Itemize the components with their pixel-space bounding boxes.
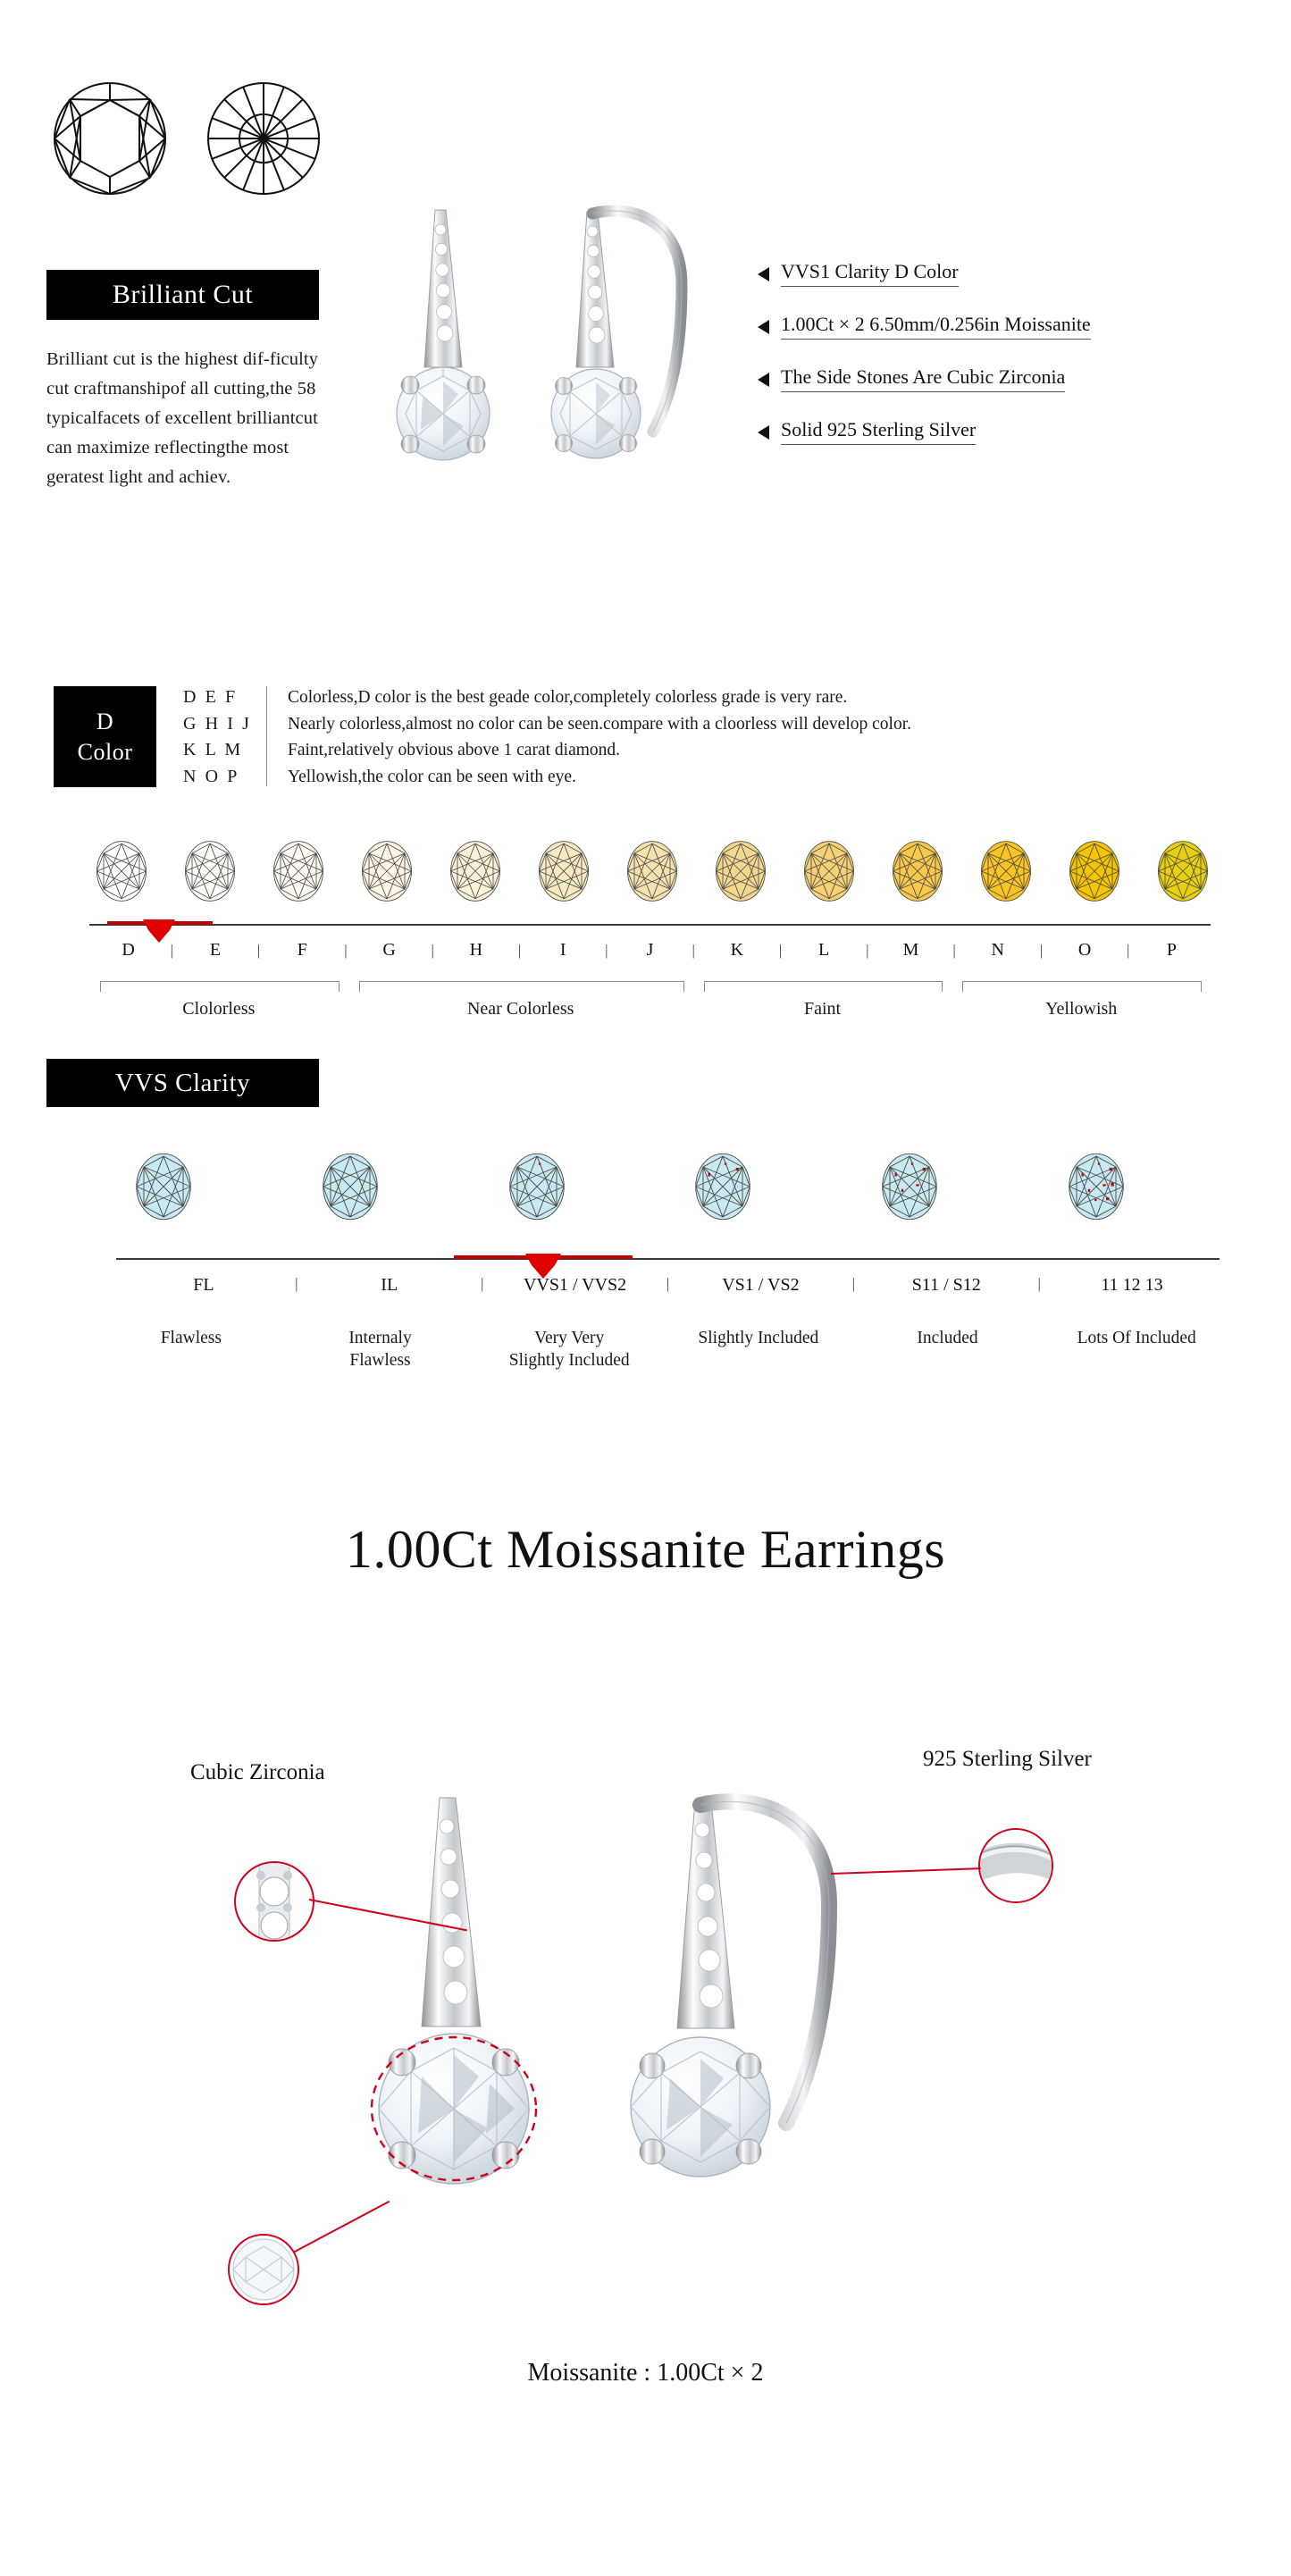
color-scale-labels <box>89 940 1211 961</box>
clarity-scale-axis <box>116 1258 1220 1260</box>
callout-magnifier-sterling-silver <box>978 1828 1053 1903</box>
clarity-description: Slightly Included <box>698 1329 819 1347</box>
brilliant-cut-diagrams <box>49 76 326 201</box>
spec-item <box>758 417 1240 445</box>
product-detail-image <box>340 1787 911 2323</box>
color-scale-label: J <box>646 940 654 960</box>
color-grade-descriptions <box>288 684 1217 790</box>
clarity-scale-label: IL <box>381 1275 398 1295</box>
color-group-label: Clolorless <box>182 999 256 1019</box>
clarity-description: Flawless <box>160 1329 222 1347</box>
clarity-title-bar <box>46 1059 319 1107</box>
callout-magnifier-moissanite <box>228 2234 299 2305</box>
spec-item <box>758 365 1240 392</box>
clarity-gem-4 <box>880 1151 939 1227</box>
callout-label-cubic-zirconia: Cubic Zirconia <box>190 1760 325 1784</box>
clarity-scale-gems <box>134 1153 1126 1224</box>
color-gem-K <box>714 839 767 908</box>
clarity-label-separator: | <box>1037 1275 1041 1292</box>
color-scale-label: K <box>730 940 744 960</box>
clarity-label-separator: | <box>666 1275 670 1292</box>
spec-item <box>758 312 1240 340</box>
color-label-separator: | <box>866 941 869 959</box>
spec-label: VVS1 Clarity D Color <box>781 259 959 287</box>
clarity-description: Very Very Slightly Included <box>508 1329 630 1370</box>
spec-label: Solid 925 Sterling Silver <box>781 417 976 445</box>
clarity-label-separator: | <box>480 1275 484 1292</box>
color-grade-group: D E F <box>183 687 238 707</box>
round-brilliant-pavilion-facets <box>208 83 319 194</box>
earring-front-detail <box>372 1798 536 2184</box>
color-scale-groups <box>89 981 1211 1036</box>
triangle-bullet-icon <box>758 425 769 440</box>
round-brilliant-crown-facets <box>54 83 165 194</box>
color-label-separator: | <box>170 941 174 959</box>
clarity-scale-label: VS1 / VS2 <box>722 1275 800 1295</box>
color-grade-groups <box>183 684 264 790</box>
color-scale-label: D <box>122 940 135 960</box>
color-gem-N <box>979 839 1033 908</box>
clarity-gem-3 <box>693 1151 752 1227</box>
clarity-label-separator: | <box>295 1275 298 1292</box>
color-gem-M <box>891 839 944 908</box>
color-label-separator: | <box>692 941 695 959</box>
hero-earrings-image <box>353 192 737 496</box>
color-label-separator: | <box>1127 941 1130 959</box>
brilliant-cut-description: Brilliant cut is the highest dif-ficulty cut craftmanshipof all cutting,the 58 typicalfacets of excellent brilliantcut can maximize reflectingthe most geratest light and achiev. <box>46 349 319 487</box>
color-scale-label: F <box>297 940 307 960</box>
color-label-separator: | <box>517 941 522 959</box>
color-scale-label: P <box>1166 940 1177 960</box>
clarity-label-separator: | <box>851 1275 856 1292</box>
clarity-scale-label: 11 12 13 <box>1101 1275 1163 1295</box>
brilliant-cut-title: Brilliant Cut <box>112 280 254 309</box>
earring-front-view <box>397 210 490 460</box>
color-scale-label: G <box>382 940 396 960</box>
spec-list <box>758 259 1240 470</box>
color-gem-E <box>183 839 237 908</box>
color-gem-J <box>625 839 679 908</box>
color-scale-label: M <box>902 940 919 960</box>
d-color-badge <box>54 686 156 787</box>
brilliant-cut-title-bar <box>46 270 319 320</box>
color-gem-I <box>537 839 591 908</box>
spec-item <box>758 259 1240 287</box>
color-grade-group: N O P <box>183 766 240 786</box>
color-grade-group: K L M <box>183 740 243 759</box>
spec-label: The Side Stones Are Cubic Zirconia <box>781 365 1065 392</box>
color-scale-label: I <box>559 940 566 960</box>
color-gem-H <box>448 839 502 908</box>
d-color-badge-line2: Color <box>77 738 133 765</box>
callout-label-sterling-silver: 925 Sterling Silver <box>923 1747 1092 1771</box>
color-group-bracket <box>359 981 684 992</box>
clarity-scale-labels <box>116 1275 1220 1296</box>
color-scale-label: L <box>818 940 830 960</box>
color-scale-label: N <box>991 940 1004 960</box>
product-caption: Moissanite : 1.00Ct × 2 <box>527 2359 764 2387</box>
clarity-description: Internaly Flawless <box>348 1329 412 1370</box>
triangle-bullet-icon <box>758 267 769 281</box>
color-grade-description: Colorless,D color is the best geade color,completely colorless grade is very rare. <box>288 688 848 707</box>
color-gem-O <box>1068 839 1121 908</box>
color-scale-label: H <box>469 940 483 960</box>
color-label-separator: | <box>431 941 434 959</box>
earring-side-view <box>551 211 682 458</box>
color-group-label: Faint <box>804 999 842 1019</box>
clarity-scale-descriptions <box>96 1327 1231 1372</box>
color-scale-axis <box>89 924 1211 926</box>
spec-label: 1.00Ct × 2 6.50mm/0.256in Moissanite <box>781 312 1091 340</box>
clarity-gem-2 <box>507 1151 566 1227</box>
clarity-scale-label: FL <box>193 1275 214 1295</box>
color-grade-group: G H I J <box>183 713 252 734</box>
clarity-gem-1 <box>321 1151 380 1227</box>
color-group-label: Yellowish <box>1045 999 1118 1019</box>
clarity-title: VVS Clarity <box>114 1068 251 1097</box>
clarity-gem-5 <box>1067 1151 1126 1227</box>
callout-magnifier-cubic-zirconia <box>234 1861 314 1942</box>
color-label-separator: | <box>778 941 783 959</box>
color-scale-label: O <box>1077 940 1092 960</box>
color-grade-description: Faint,relatively obvious above 1 carat diamond. <box>288 741 621 759</box>
color-label-separator: | <box>1039 941 1044 959</box>
color-gem-P <box>1156 839 1210 908</box>
clarity-scale-label: S11 / S12 <box>911 1275 981 1295</box>
color-label-separator: | <box>256 941 261 959</box>
d-color-badge-line1: D <box>96 708 114 734</box>
color-label-separator: | <box>605 941 608 959</box>
clarity-gem-0 <box>134 1151 193 1227</box>
color-group-label: Near Colorless <box>466 999 574 1019</box>
color-grade-description: Nearly colorless,almost no color can be seen.compare with a cloorless will develop color. <box>288 714 911 734</box>
color-group-bracket <box>100 981 340 992</box>
vertical-divider <box>266 686 267 786</box>
clarity-description: Included <box>917 1329 978 1347</box>
clarity-description: Lots Of Included <box>1077 1329 1196 1347</box>
color-gem-G <box>360 839 414 908</box>
color-gem-F <box>272 839 325 908</box>
triangle-bullet-icon <box>758 373 769 387</box>
color-label-separator: | <box>344 941 348 959</box>
clarity-scale-label: VVS1 / VVS2 <box>523 1275 627 1295</box>
earring-side-detail <box>631 1801 829 2177</box>
color-group-bracket <box>704 981 943 992</box>
color-gem-D <box>95 839 148 908</box>
color-grade-description: Yellowish,the color can be seen with eye. <box>288 767 576 786</box>
color-label-separator: | <box>952 941 956 959</box>
color-scale-gems <box>95 840 1210 907</box>
color-gem-L <box>802 839 856 908</box>
color-scale-label: E <box>209 940 222 960</box>
color-group-bracket <box>962 981 1202 992</box>
page-title: 1.00Ct Moissanite Earrings <box>345 1520 946 1579</box>
triangle-bullet-icon <box>758 320 769 334</box>
